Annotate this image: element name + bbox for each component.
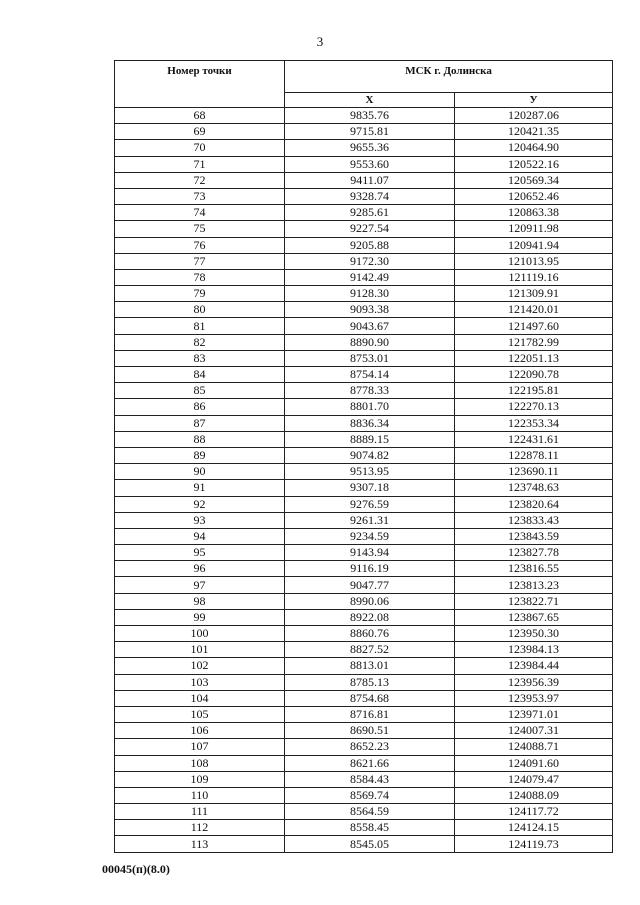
table-row — [115, 464, 613, 480]
x-coordinate-cell: 8621.66 — [285, 755, 455, 771]
x-coordinate-cell: 8827.52 — [285, 642, 455, 658]
table-row — [115, 350, 613, 366]
table-row — [115, 383, 613, 399]
x-coordinate-cell: 9234.59 — [285, 528, 455, 544]
point-number-cell: 72 — [115, 172, 285, 188]
y-coordinate-cell: 123820.64 — [455, 496, 613, 512]
x-coordinate-cell: 8558.45 — [285, 820, 455, 836]
x-coordinate-cell: 9116.19 — [285, 561, 455, 577]
y-coordinate-cell: 124119.73 — [455, 836, 613, 852]
x-coordinate-cell: 8813.01 — [285, 658, 455, 674]
point-number-cell: 88 — [115, 431, 285, 447]
point-number-cell: 76 — [115, 237, 285, 253]
x-coordinate-cell: 9093.38 — [285, 302, 455, 318]
point-number-cell: 93 — [115, 512, 285, 528]
table-row — [115, 108, 613, 124]
y-coordinate-cell: 123690.11 — [455, 464, 613, 480]
y-coordinate-cell: 121119.16 — [455, 269, 613, 285]
point-number-cell: 112 — [115, 820, 285, 836]
point-number-cell: 82 — [115, 334, 285, 350]
table-row — [115, 658, 613, 674]
table-row — [115, 367, 613, 383]
y-coordinate-cell: 124117.72 — [455, 804, 613, 820]
point-number-cell: 71 — [115, 156, 285, 172]
point-number-cell: 94 — [115, 528, 285, 544]
x-coordinate-cell: 9715.81 — [285, 124, 455, 140]
x-coordinate-cell: 9411.07 — [285, 172, 455, 188]
y-coordinate-cell: 120941.94 — [455, 237, 613, 253]
table-row — [115, 836, 613, 852]
header-x: Х — [285, 93, 455, 108]
point-number-cell: 70 — [115, 140, 285, 156]
x-coordinate-cell: 9553.60 — [285, 156, 455, 172]
point-number-cell: 105 — [115, 706, 285, 722]
point-number-cell: 96 — [115, 561, 285, 577]
point-number-cell: 90 — [115, 464, 285, 480]
point-number-cell: 109 — [115, 771, 285, 787]
y-coordinate-cell: 123748.63 — [455, 480, 613, 496]
x-coordinate-cell: 9276.59 — [285, 496, 455, 512]
y-coordinate-cell: 123827.78 — [455, 545, 613, 561]
x-coordinate-cell: 9128.30 — [285, 286, 455, 302]
table-row — [115, 156, 613, 172]
y-coordinate-cell: 122051.13 — [455, 350, 613, 366]
table-row — [115, 512, 613, 528]
point-number-cell: 73 — [115, 188, 285, 204]
table-row — [115, 447, 613, 463]
table-row — [115, 172, 613, 188]
y-coordinate-cell: 121497.60 — [455, 318, 613, 334]
point-number-cell: 102 — [115, 658, 285, 674]
coordinates-table — [114, 60, 613, 853]
table-row — [115, 253, 613, 269]
x-coordinate-cell: 8785.13 — [285, 674, 455, 690]
y-coordinate-cell: 120652.46 — [455, 188, 613, 204]
x-coordinate-cell: 8754.14 — [285, 367, 455, 383]
y-coordinate-cell: 123867.65 — [455, 609, 613, 625]
point-number-cell: 84 — [115, 367, 285, 383]
point-number-cell: 92 — [115, 496, 285, 512]
y-coordinate-cell: 122878.11 — [455, 447, 613, 463]
table-row — [115, 399, 613, 415]
table-row — [115, 561, 613, 577]
point-number-cell: 104 — [115, 690, 285, 706]
y-coordinate-cell: 120522.16 — [455, 156, 613, 172]
point-number-cell: 87 — [115, 415, 285, 431]
point-number-cell: 77 — [115, 253, 285, 269]
table-row — [115, 626, 613, 642]
point-number-cell: 69 — [115, 124, 285, 140]
table-row — [115, 496, 613, 512]
point-number-cell: 103 — [115, 674, 285, 690]
table-row — [115, 771, 613, 787]
x-coordinate-cell: 9047.77 — [285, 577, 455, 593]
point-number-cell: 79 — [115, 286, 285, 302]
x-coordinate-cell: 8778.33 — [285, 383, 455, 399]
point-number-cell: 95 — [115, 545, 285, 561]
table-row — [115, 706, 613, 722]
table-row — [115, 577, 613, 593]
point-number-cell: 99 — [115, 609, 285, 625]
y-coordinate-cell: 122195.81 — [455, 383, 613, 399]
x-coordinate-cell: 8754.68 — [285, 690, 455, 706]
x-coordinate-cell: 8836.34 — [285, 415, 455, 431]
y-coordinate-cell: 123822.71 — [455, 593, 613, 609]
y-coordinate-cell: 120421.35 — [455, 124, 613, 140]
table-row — [115, 723, 613, 739]
table-row — [115, 334, 613, 350]
y-coordinate-cell: 122431.61 — [455, 431, 613, 447]
table-row — [115, 804, 613, 820]
point-number-cell: 80 — [115, 302, 285, 318]
x-coordinate-cell: 9307.18 — [285, 480, 455, 496]
x-coordinate-cell: 8890.90 — [285, 334, 455, 350]
y-coordinate-cell: 124091.60 — [455, 755, 613, 771]
coordinates-table-container — [114, 60, 612, 853]
x-coordinate-cell: 8564.59 — [285, 804, 455, 820]
table-row — [115, 593, 613, 609]
point-number-cell: 108 — [115, 755, 285, 771]
table-row — [115, 124, 613, 140]
y-coordinate-cell: 123984.13 — [455, 642, 613, 658]
table-body — [115, 108, 613, 853]
point-number-cell: 98 — [115, 593, 285, 609]
y-coordinate-cell: 124007.31 — [455, 723, 613, 739]
point-number-cell: 100 — [115, 626, 285, 642]
table-row — [115, 642, 613, 658]
point-number-cell: 106 — [115, 723, 285, 739]
x-coordinate-cell: 9172.30 — [285, 253, 455, 269]
y-coordinate-cell: 120464.90 — [455, 140, 613, 156]
y-coordinate-cell: 123833.43 — [455, 512, 613, 528]
y-coordinate-cell: 123813.23 — [455, 577, 613, 593]
x-coordinate-cell: 9285.61 — [285, 205, 455, 221]
table-row — [115, 140, 613, 156]
x-coordinate-cell: 8922.08 — [285, 609, 455, 625]
y-coordinate-cell: 121782.99 — [455, 334, 613, 350]
point-number-cell: 97 — [115, 577, 285, 593]
y-coordinate-cell: 121013.95 — [455, 253, 613, 269]
table-row — [115, 188, 613, 204]
y-coordinate-cell: 122270.13 — [455, 399, 613, 415]
table-row — [115, 480, 613, 496]
table-row — [115, 205, 613, 221]
y-coordinate-cell: 120911.98 — [455, 221, 613, 237]
y-coordinate-cell: 124124.15 — [455, 820, 613, 836]
y-coordinate-cell: 123971.01 — [455, 706, 613, 722]
table-row — [115, 286, 613, 302]
x-coordinate-cell: 9143.94 — [285, 545, 455, 561]
y-coordinate-cell: 123843.59 — [455, 528, 613, 544]
table-row — [115, 528, 613, 544]
x-coordinate-cell: 8801.70 — [285, 399, 455, 415]
x-coordinate-cell: 9513.95 — [285, 464, 455, 480]
x-coordinate-cell: 8889.15 — [285, 431, 455, 447]
x-coordinate-cell: 9835.76 — [285, 108, 455, 124]
table-row — [115, 820, 613, 836]
point-number-cell: 74 — [115, 205, 285, 221]
y-coordinate-cell: 123816.55 — [455, 561, 613, 577]
point-number-cell: 113 — [115, 836, 285, 852]
header-point-number: Номер точки — [115, 61, 285, 108]
point-number-cell: 101 — [115, 642, 285, 658]
x-coordinate-cell: 8690.51 — [285, 723, 455, 739]
y-coordinate-cell: 121420.01 — [455, 302, 613, 318]
point-number-cell: 110 — [115, 787, 285, 803]
table-row — [115, 674, 613, 690]
point-number-cell: 111 — [115, 804, 285, 820]
y-coordinate-cell: 124088.09 — [455, 787, 613, 803]
header-y: У — [455, 93, 613, 108]
point-number-cell: 83 — [115, 350, 285, 366]
table-row — [115, 415, 613, 431]
table-row — [115, 755, 613, 771]
table-row — [115, 237, 613, 253]
y-coordinate-cell: 120287.06 — [455, 108, 613, 124]
point-number-cell: 81 — [115, 318, 285, 334]
point-number-cell: 89 — [115, 447, 285, 463]
point-number-cell: 75 — [115, 221, 285, 237]
y-coordinate-cell: 120569.34 — [455, 172, 613, 188]
x-coordinate-cell: 9043.67 — [285, 318, 455, 334]
x-coordinate-cell: 8860.76 — [285, 626, 455, 642]
x-coordinate-cell: 9655.36 — [285, 140, 455, 156]
x-coordinate-cell: 8753.01 — [285, 350, 455, 366]
y-coordinate-cell: 123950.30 — [455, 626, 613, 642]
table-row — [115, 690, 613, 706]
x-coordinate-cell: 8584.43 — [285, 771, 455, 787]
table-row — [115, 318, 613, 334]
x-coordinate-cell: 9227.54 — [285, 221, 455, 237]
y-coordinate-cell: 123953.97 — [455, 690, 613, 706]
table-row — [115, 431, 613, 447]
y-coordinate-cell: 123956.39 — [455, 674, 613, 690]
x-coordinate-cell: 8652.23 — [285, 739, 455, 755]
point-number-cell: 85 — [115, 383, 285, 399]
table-row — [115, 545, 613, 561]
y-coordinate-cell: 123984.44 — [455, 658, 613, 674]
x-coordinate-cell: 8545.05 — [285, 836, 455, 852]
table-row — [115, 221, 613, 237]
x-coordinate-cell: 9142.49 — [285, 269, 455, 285]
y-coordinate-cell: 122090.78 — [455, 367, 613, 383]
y-coordinate-cell: 121309.91 — [455, 286, 613, 302]
header-coordinate-system: МСК г. Долинска — [285, 61, 613, 93]
table-row — [115, 609, 613, 625]
document-code: 00045(п)(8.0) — [102, 862, 170, 876]
y-coordinate-cell: 122353.34 — [455, 415, 613, 431]
table-row — [115, 269, 613, 285]
page-number: 3 — [316, 34, 324, 49]
x-coordinate-cell: 9328.74 — [285, 188, 455, 204]
y-coordinate-cell: 120863.38 — [455, 205, 613, 221]
y-coordinate-cell: 124088.71 — [455, 739, 613, 755]
point-number-cell: 86 — [115, 399, 285, 415]
point-number-cell: 78 — [115, 269, 285, 285]
x-coordinate-cell: 9205.88 — [285, 237, 455, 253]
y-coordinate-cell: 124079.47 — [455, 771, 613, 787]
point-number-cell: 68 — [115, 108, 285, 124]
table-row — [115, 787, 613, 803]
x-coordinate-cell: 9074.82 — [285, 447, 455, 463]
x-coordinate-cell: 8990.06 — [285, 593, 455, 609]
x-coordinate-cell: 9261.31 — [285, 512, 455, 528]
x-coordinate-cell: 8716.81 — [285, 706, 455, 722]
point-number-cell: 107 — [115, 739, 285, 755]
x-coordinate-cell: 8569.74 — [285, 787, 455, 803]
table-row — [115, 302, 613, 318]
table-row — [115, 739, 613, 755]
point-number-cell: 91 — [115, 480, 285, 496]
